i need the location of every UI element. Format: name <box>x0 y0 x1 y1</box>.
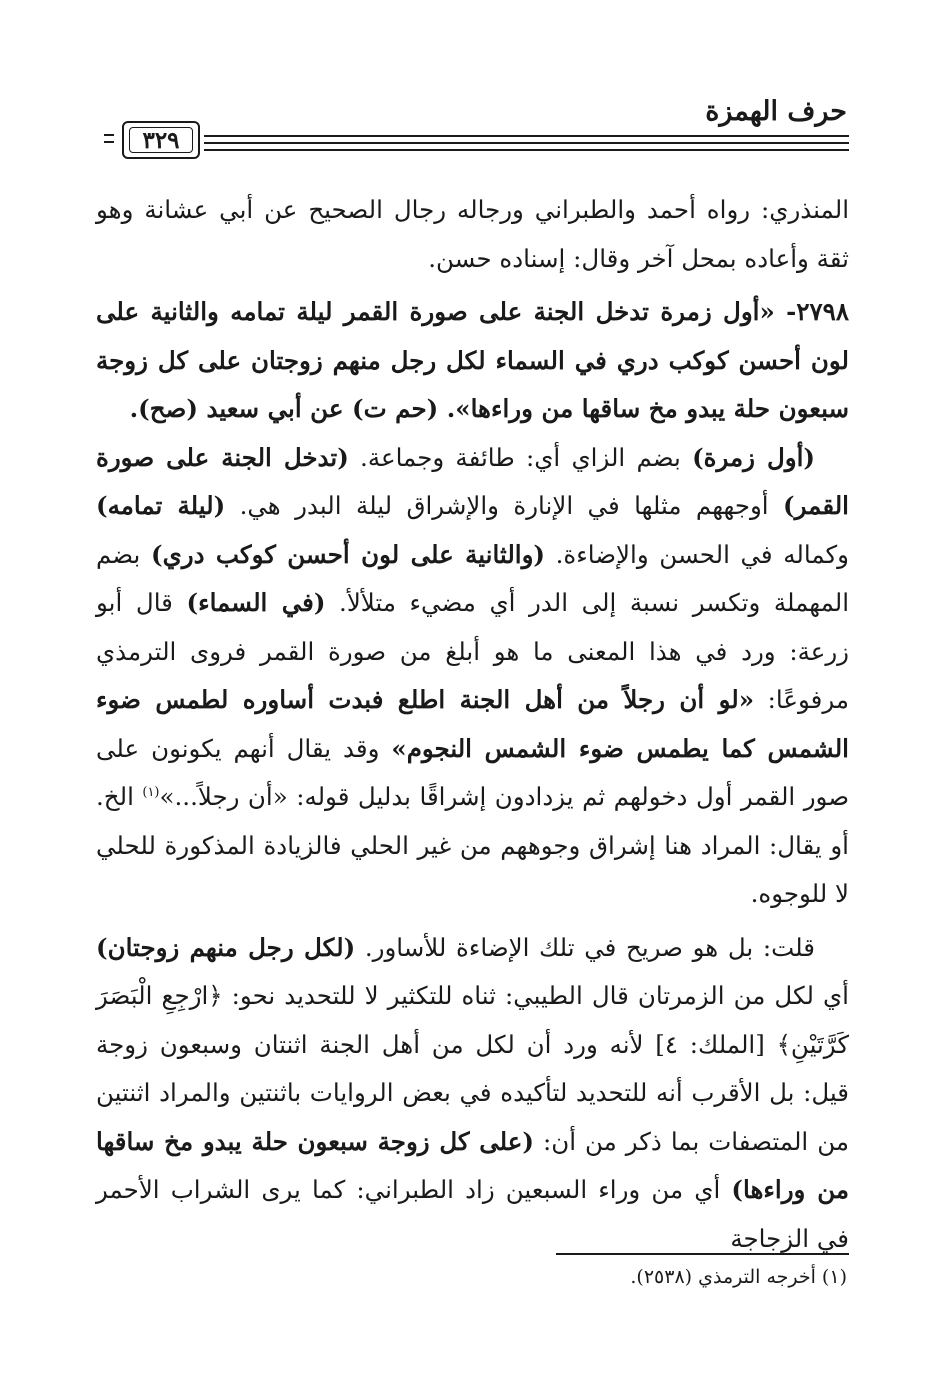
commentary-text: بضم المهملة وتكسر نسبة إلى الدر أي مضيء متلألأ. <box>96 539 850 617</box>
commentary-text: بضم الزاي أي: طائفة وجماعة. <box>348 442 693 472</box>
lemma: (في السماء) <box>186 588 326 617</box>
paragraph-hadith <box>96 288 849 434</box>
commentary-text: قال أبو زرعة: ورد في هذا المعنى ما هو أبلغ من صورة القمر فروى الترمذي مرفوعًا: <box>96 588 849 714</box>
lemma: (على كل زوجة سبعون حلة يبدو مخ ساقها من وراءها) <box>96 1126 849 1204</box>
commentary-text: قلت: بل هو صريح في تلك الإضاءة للأساور. <box>355 932 815 962</box>
paragraph-commentary <box>96 434 849 919</box>
commentary-text: وقد يقال أنهم يكونون على صور القمر أول دخولهم ثم يزدادون إشراقًا بدليل قوله: «أن رجلاً...» <box>96 733 849 811</box>
footnote: (١) أخرجه الترمذي (٢٥٣٨). <box>630 1266 847 1288</box>
rule-line <box>204 149 849 151</box>
paragraph-commentary-continuation: المنذري: رواه أحمد والطبراني ورجاله رجال الصحيح عن أبي عشانة وهو ثقة وأعاده بمحل آخر وقال: إسناده حسن. <box>96 195 849 273</box>
page-number-frame <box>122 121 200 159</box>
page-number: ٣٢٩ <box>142 126 180 154</box>
hadith-text: «أول زمرة تدخل الجنة على صورة القمر ليلة تمامه والثانية على لون أحسن كوكب دري في السماء لكل رجل منهم زوجتان على كل زوجة سبعون حلة يبدو مخ ساقها من وراءها». (حم ت) عن أبي سعيد (صح). <box>96 297 849 423</box>
main-text <box>96 186 849 1263</box>
commentary-text: أي لكل من الزمرتان قال الطيبي: ثناه للتكثير لا للتحديد نحو: <box>222 981 849 1010</box>
commentary-text: الخ. أو يقال: المراد هنا إشراق وجوههم من غير الحلي فالزيادة المذكورة للحلي لا للوجوه. <box>96 782 849 908</box>
footnote-reference[interactable]: (١) <box>142 784 160 800</box>
commentary-text: [الملك: ٤] لأنه ورد أن لكل من أهل الجنة اثنتان وسبعون زوجة قيل: بل الأقرب أنه للتحديد لتأكيده في بعض الروايات باثنتين والمراد اثنتين من المتصفات بما ذكر من أن: <box>96 1029 849 1156</box>
header-rule <box>104 121 849 163</box>
lemma: (لكل رجل منهم زوجتان) <box>96 932 356 962</box>
paragraph-commentary <box>96 924 849 1264</box>
footnote-separator <box>556 1253 849 1255</box>
commentary-text: وكماله في الحسن والإضاءة. <box>545 539 849 569</box>
hadith-number: ٢٧٩٨- <box>774 297 849 326</box>
lemma: (والثانية على لون أحسن كوكب دري) <box>151 539 546 569</box>
commentary-text: أوجههم مثلها في الإنارة والإشراق ليلة البدر هي. <box>225 491 784 520</box>
rule-end-marks <box>104 134 118 152</box>
commentary-text: أي من وراء السبعين زاد الطبراني: كما يرى الشراب الأحمر في الزجاجة <box>96 1175 849 1253</box>
chapter-title: حرف الهمزة <box>705 96 847 127</box>
rule-line <box>204 135 849 137</box>
quran-quote: ﴿ارْجِعِ الْبَصَرَ كَرَّتَيْنِ﴾ <box>96 981 849 1059</box>
lemma: (ليلة تمامه) <box>96 491 226 520</box>
quoted-hadith: «لو أن رجلاً من أهل الجنة اطلع فبدت أساوره لطمس ضوء الشمس كما يطمس ضوء الشمس النجوم» <box>96 685 849 763</box>
lemma: (أول زمرة) <box>692 442 816 472</box>
lemma: (تدخل الجنة على صورة القمر) <box>96 442 849 520</box>
rule-line <box>204 142 849 144</box>
